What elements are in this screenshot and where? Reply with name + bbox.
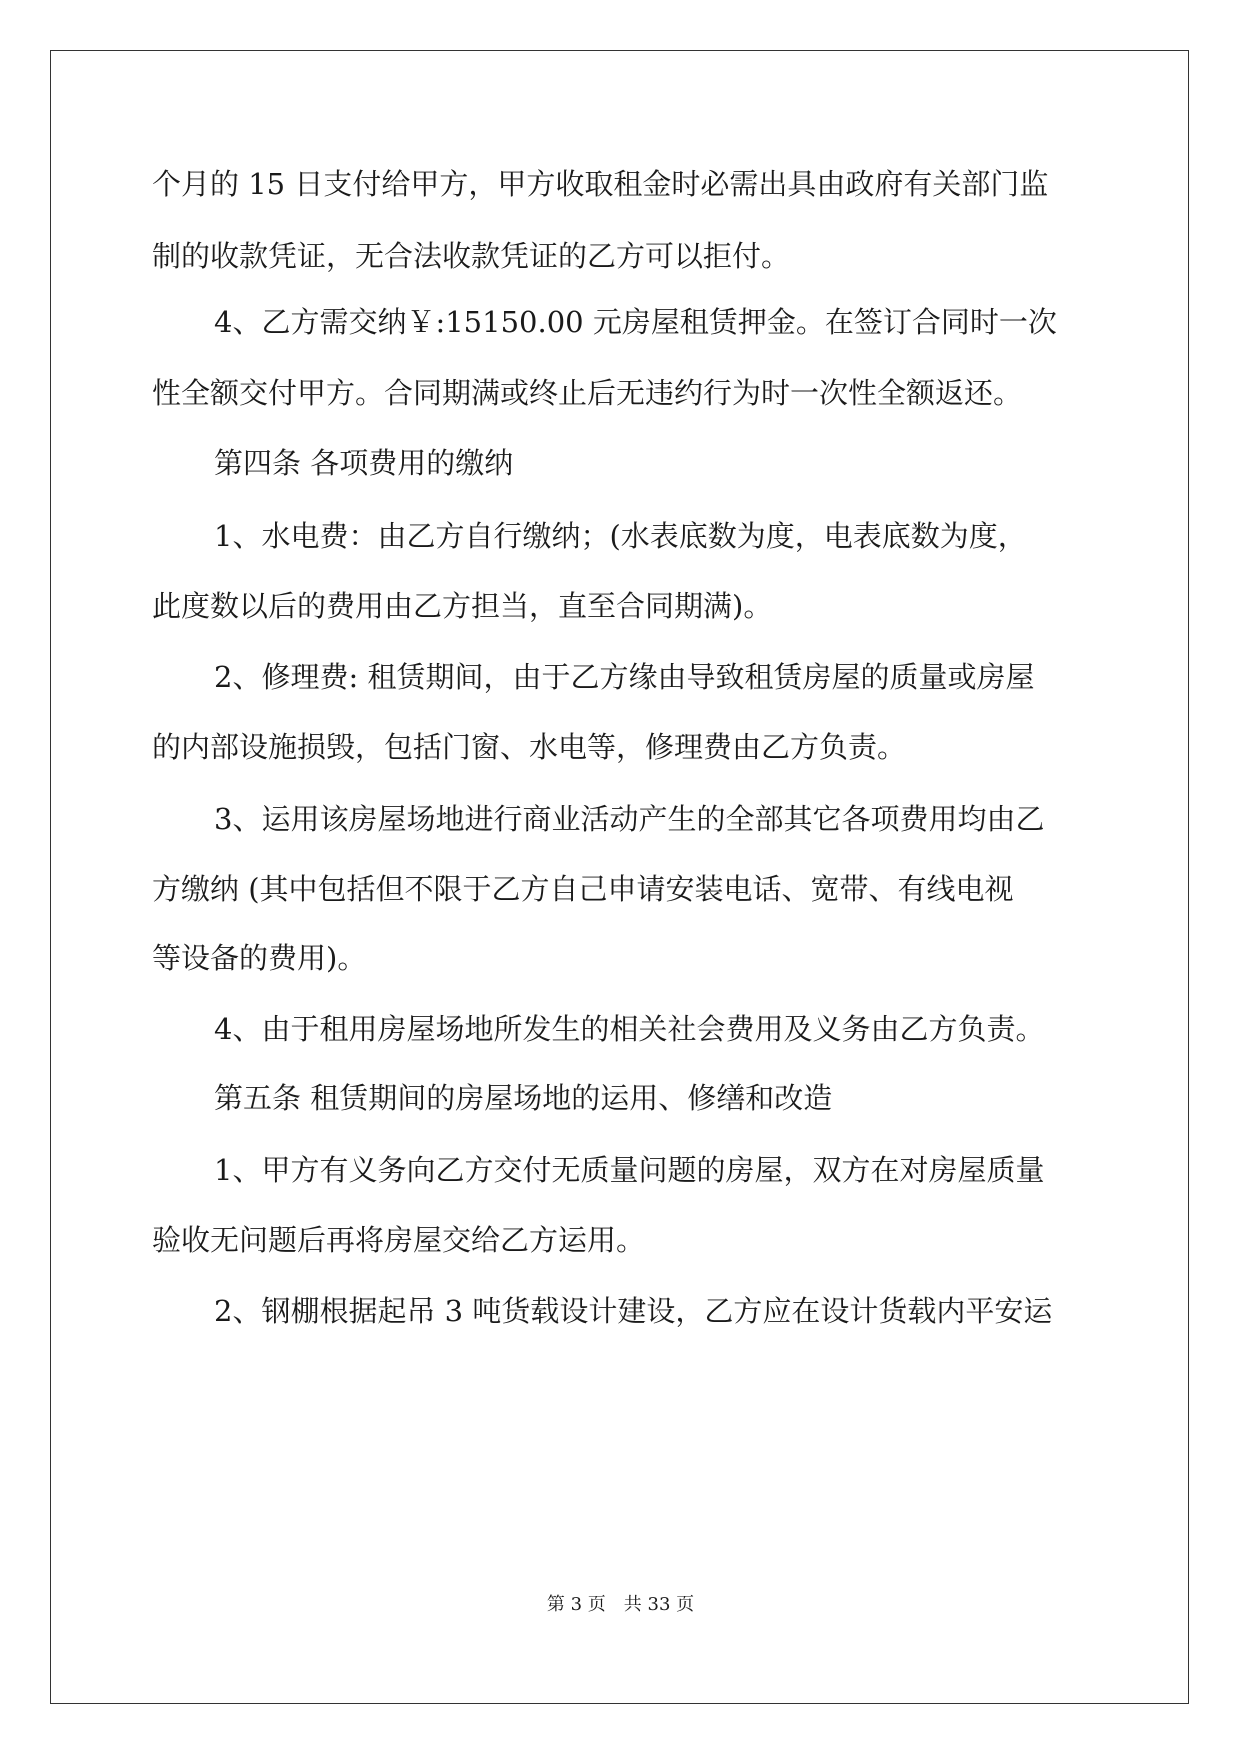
section-heading: 第四条 各项费用的缴纳 xyxy=(214,446,514,480)
text-line: 的内部设施损毁，包括门窗、水电等，修理费由乙方负责。 xyxy=(152,730,907,764)
text-line: 等设备的费用)。 xyxy=(152,941,367,975)
text-line: 3、运用该房屋场地进行商业活动产生的全部其它各项费用均由乙 xyxy=(214,802,1045,836)
text-line: 2、钢棚根据起吊 3 吨货载设计建设，乙方应在设计货载内平安运 xyxy=(214,1294,1053,1328)
text-line: 验收无问题后再将房屋交给乙方运用。 xyxy=(152,1223,646,1257)
page-number: 第 3 页 共 33 页 xyxy=(546,1594,695,1615)
text-line: 性全额交付甲方。合同期满或终止后无违约行为时一次性全额返还。 xyxy=(152,376,1023,410)
text-line: 个月的 15 日支付给甲方，甲方收取租金时必需出具由政府有关部门监 xyxy=(152,167,1049,201)
text-line: 4、由于租用房屋场地所发生的相关社会费用及义务由乙方负责。 xyxy=(214,1012,1045,1046)
text-line: 方缴纳 (其中包括但不限于乙方自己申请安装电话、宽带、有线电视 xyxy=(152,872,1014,906)
text-line: 此度数以后的费用由乙方担当，直至合同期满)。 xyxy=(152,589,773,623)
text-line: 1、甲方有义务向乙方交付无质量问题的房屋，双方在对房屋质量 xyxy=(214,1153,1045,1187)
text-line: 2、修理费: 租赁期间，由于乙方缘由导致租赁房屋的质量或房屋 xyxy=(214,660,1035,694)
text-line: 制的收款凭证，无合法收款凭证的乙方可以拒付。 xyxy=(152,239,791,273)
text-line: 4、乙方需交纳￥:15150.00 元房屋租赁押金。在签订合同时一次 xyxy=(214,305,1057,339)
text-line: 1、水电费：由乙方自行缴纳；(水表底数为度，电表底数为度， xyxy=(214,519,1027,553)
section-heading: 第五条 租赁期间的房屋场地的运用、修缮和改造 xyxy=(214,1081,833,1115)
